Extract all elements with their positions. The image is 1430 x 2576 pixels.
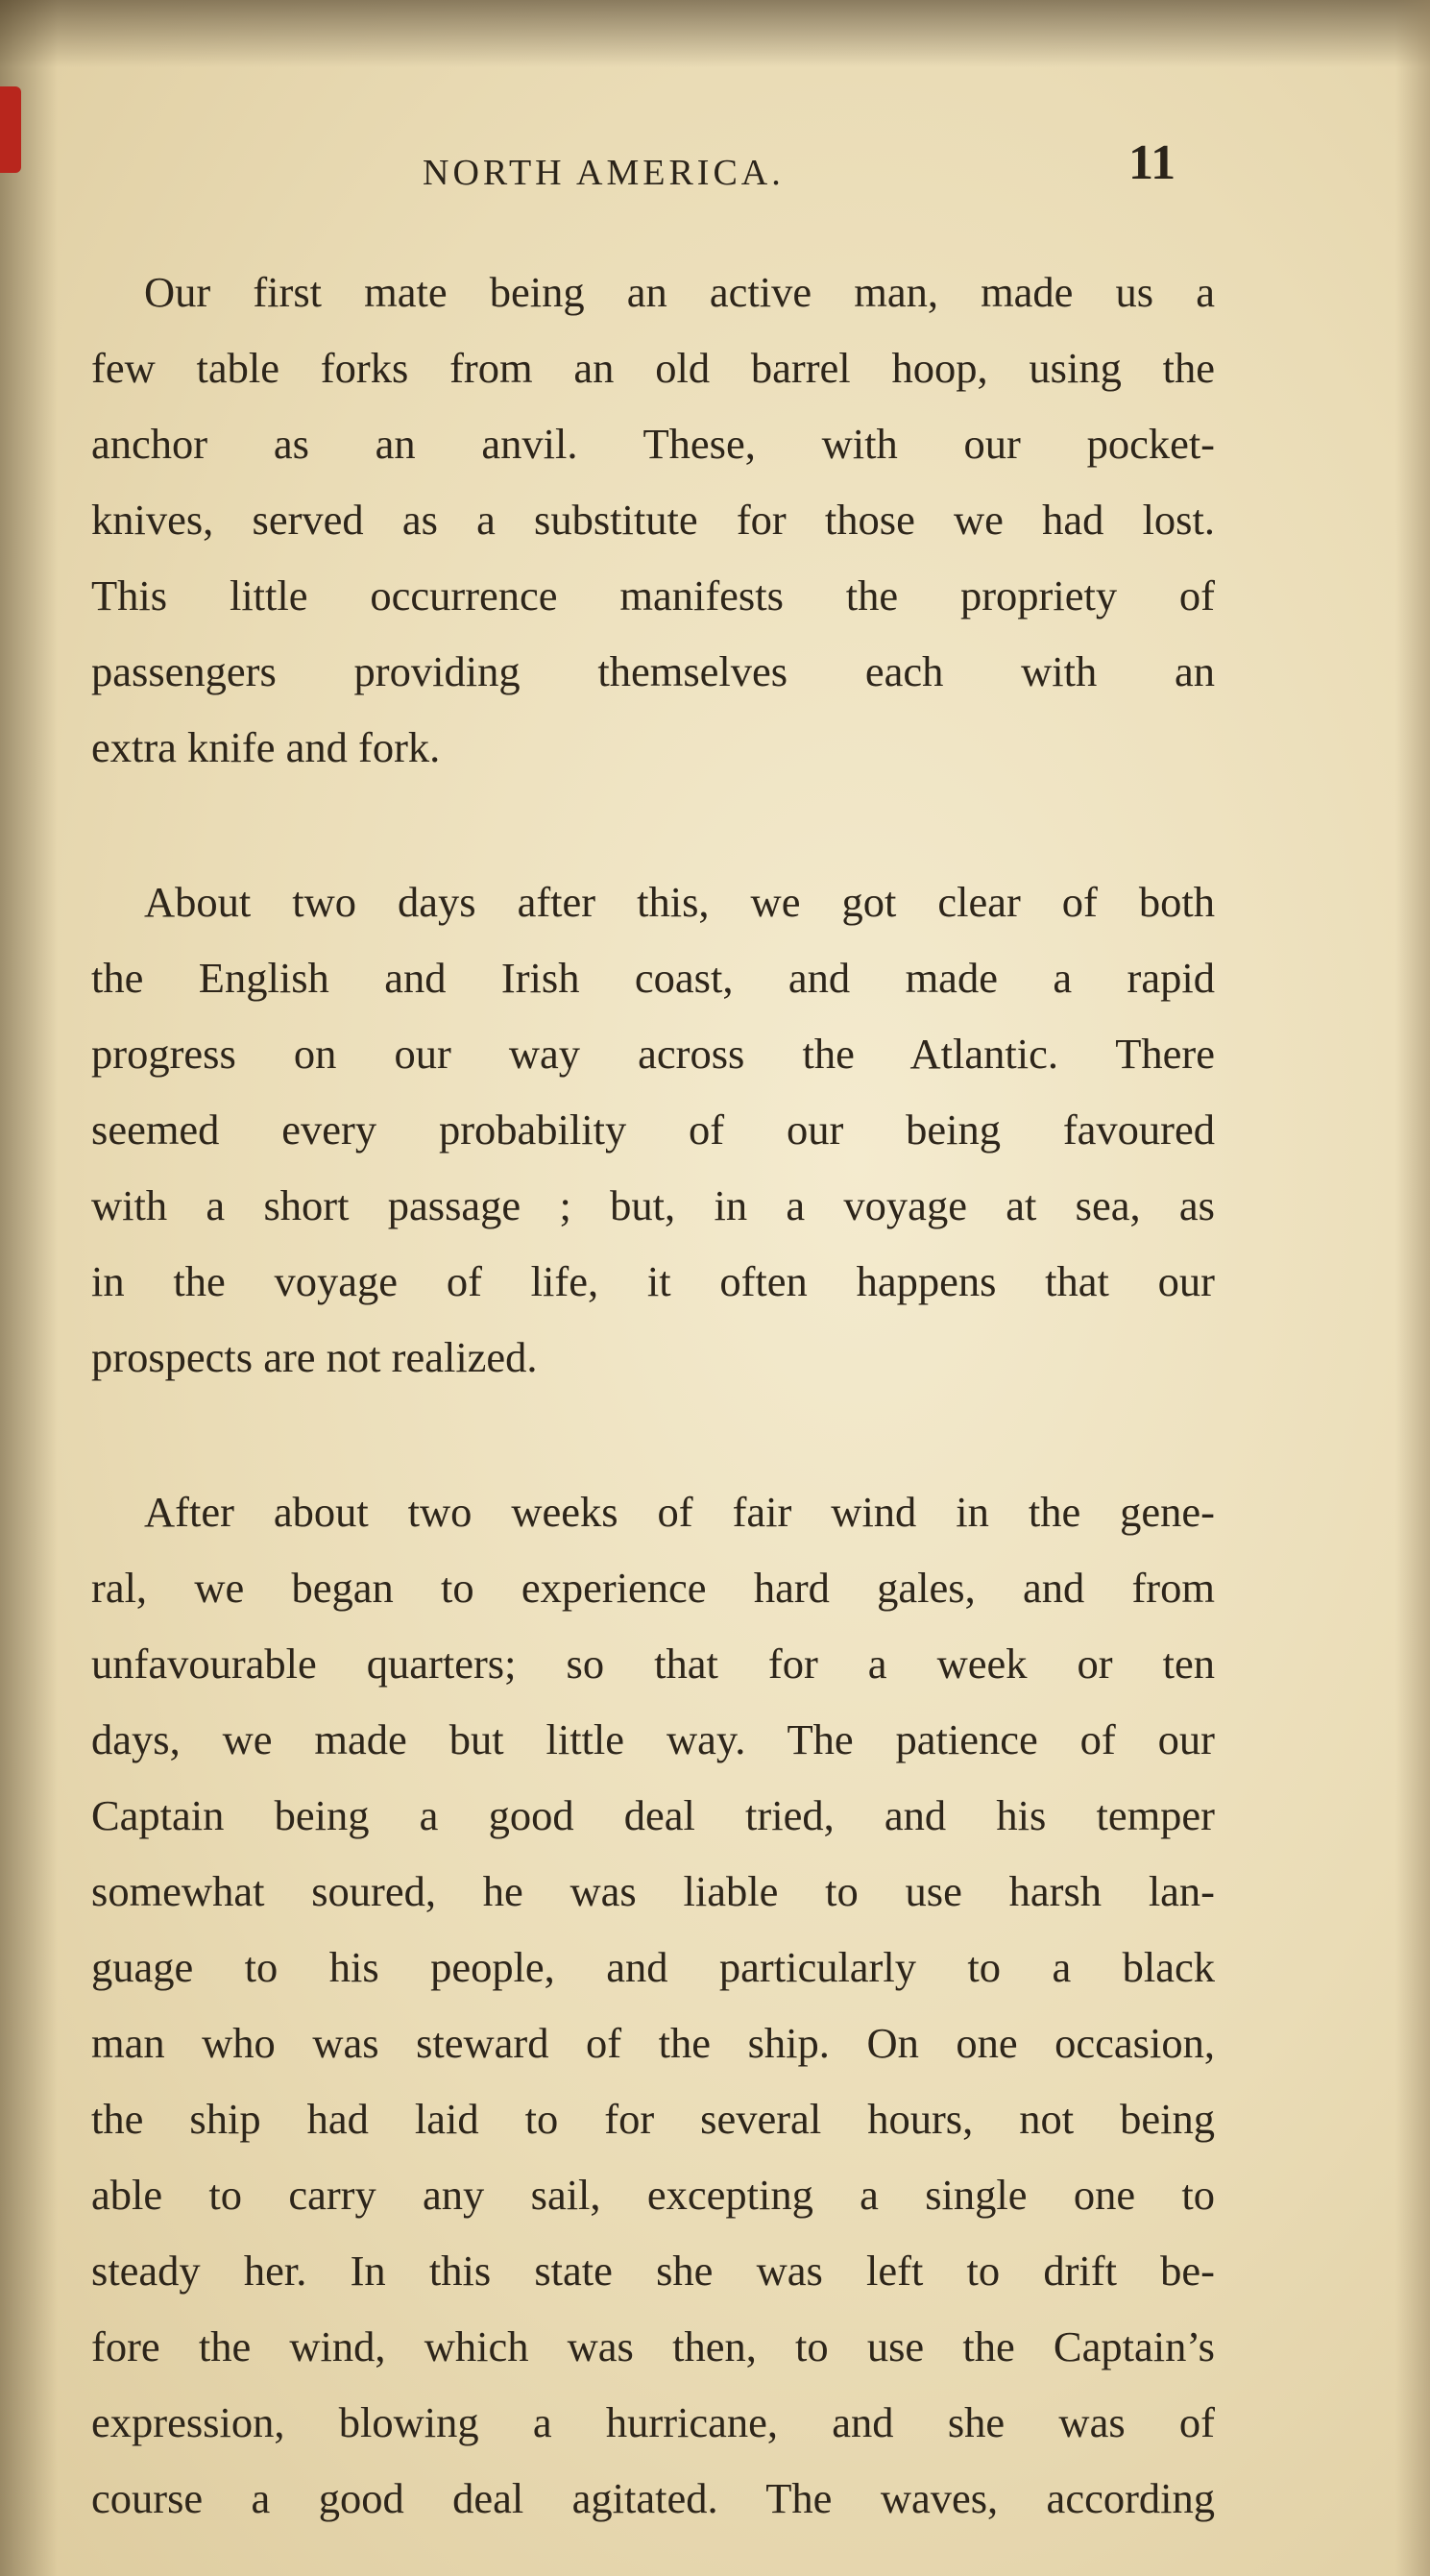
paragraph	[91, 864, 1215, 1396]
page-number: 11	[1128, 135, 1176, 190]
text-line: expression, blowing a hurricane, and she was of	[91, 2398, 1215, 2446]
text-line: somewhat soured, he was liable to use harsh lan-	[91, 1867, 1215, 1915]
text-line: prospects are not realized.	[91, 1333, 538, 1381]
page-header	[0, 134, 1430, 211]
paragraph	[91, 1474, 1215, 2537]
page-gutter-shadow	[0, 0, 58, 2576]
text-line: guage to his people, and particularly to a black	[91, 1943, 1215, 1991]
text-line: progress on our way across the Atlantic. There	[91, 1030, 1215, 1078]
text-line: After about two weeks of fair wind in the gene-	[144, 1488, 1215, 1536]
text-line: days, we made but little way. The patience of our	[91, 1715, 1215, 1763]
text-line: This little occurrence manifests the propriety of	[91, 571, 1215, 620]
text-line: knives, served as a substitute for those we had lost.	[91, 496, 1215, 544]
text-line: seemed every probability of our being favoured	[91, 1106, 1215, 1154]
text-line: steady her. In this state she was left to drift be-	[91, 2247, 1215, 2295]
text-line: passengers providing themselves each with an	[91, 647, 1215, 695]
body-text	[91, 255, 1215, 2576]
page-top-shadow	[0, 0, 1430, 67]
text-line: man who was steward of the ship. On one occasion,	[91, 2019, 1215, 2067]
text-line: with a short passage ; but, in a voyage at sea, as	[91, 1181, 1215, 1229]
text-line: ral, we began to experience hard gales, and from	[91, 1564, 1215, 1612]
text-line: unfavourable quarters; so that for a week or ten	[91, 1640, 1215, 1688]
page-edge	[1395, 0, 1430, 2576]
text-line: the ship had laid to for several hours, not being	[91, 2095, 1215, 2143]
text-line: able to carry any sail, excepting a single one to	[91, 2171, 1215, 2219]
running-head: NORTH AMERICA.	[423, 153, 785, 193]
text-line: few table forks from an old barrel hoop, using the	[91, 344, 1215, 392]
text-line: Our first mate being an active man, made us a	[144, 268, 1215, 316]
text-line: About two days after this, we got clear of both	[144, 878, 1215, 926]
paragraph	[91, 255, 1215, 786]
text-line: extra knife and fork.	[91, 723, 441, 771]
text-line: anchor as an anvil. These, with our pocket-	[91, 420, 1215, 468]
text-line: fore the wind, which was then, to use the Captain’s	[91, 2322, 1215, 2370]
text-line: the English and Irish coast, and made a rapid	[91, 954, 1215, 1002]
text-line: in the voyage of life, it often happens that our	[91, 1257, 1215, 1305]
text-line: Captain being a good deal tried, and his temper	[91, 1791, 1215, 1839]
text-line: course a good deal agitated. The waves, according	[91, 2474, 1215, 2522]
